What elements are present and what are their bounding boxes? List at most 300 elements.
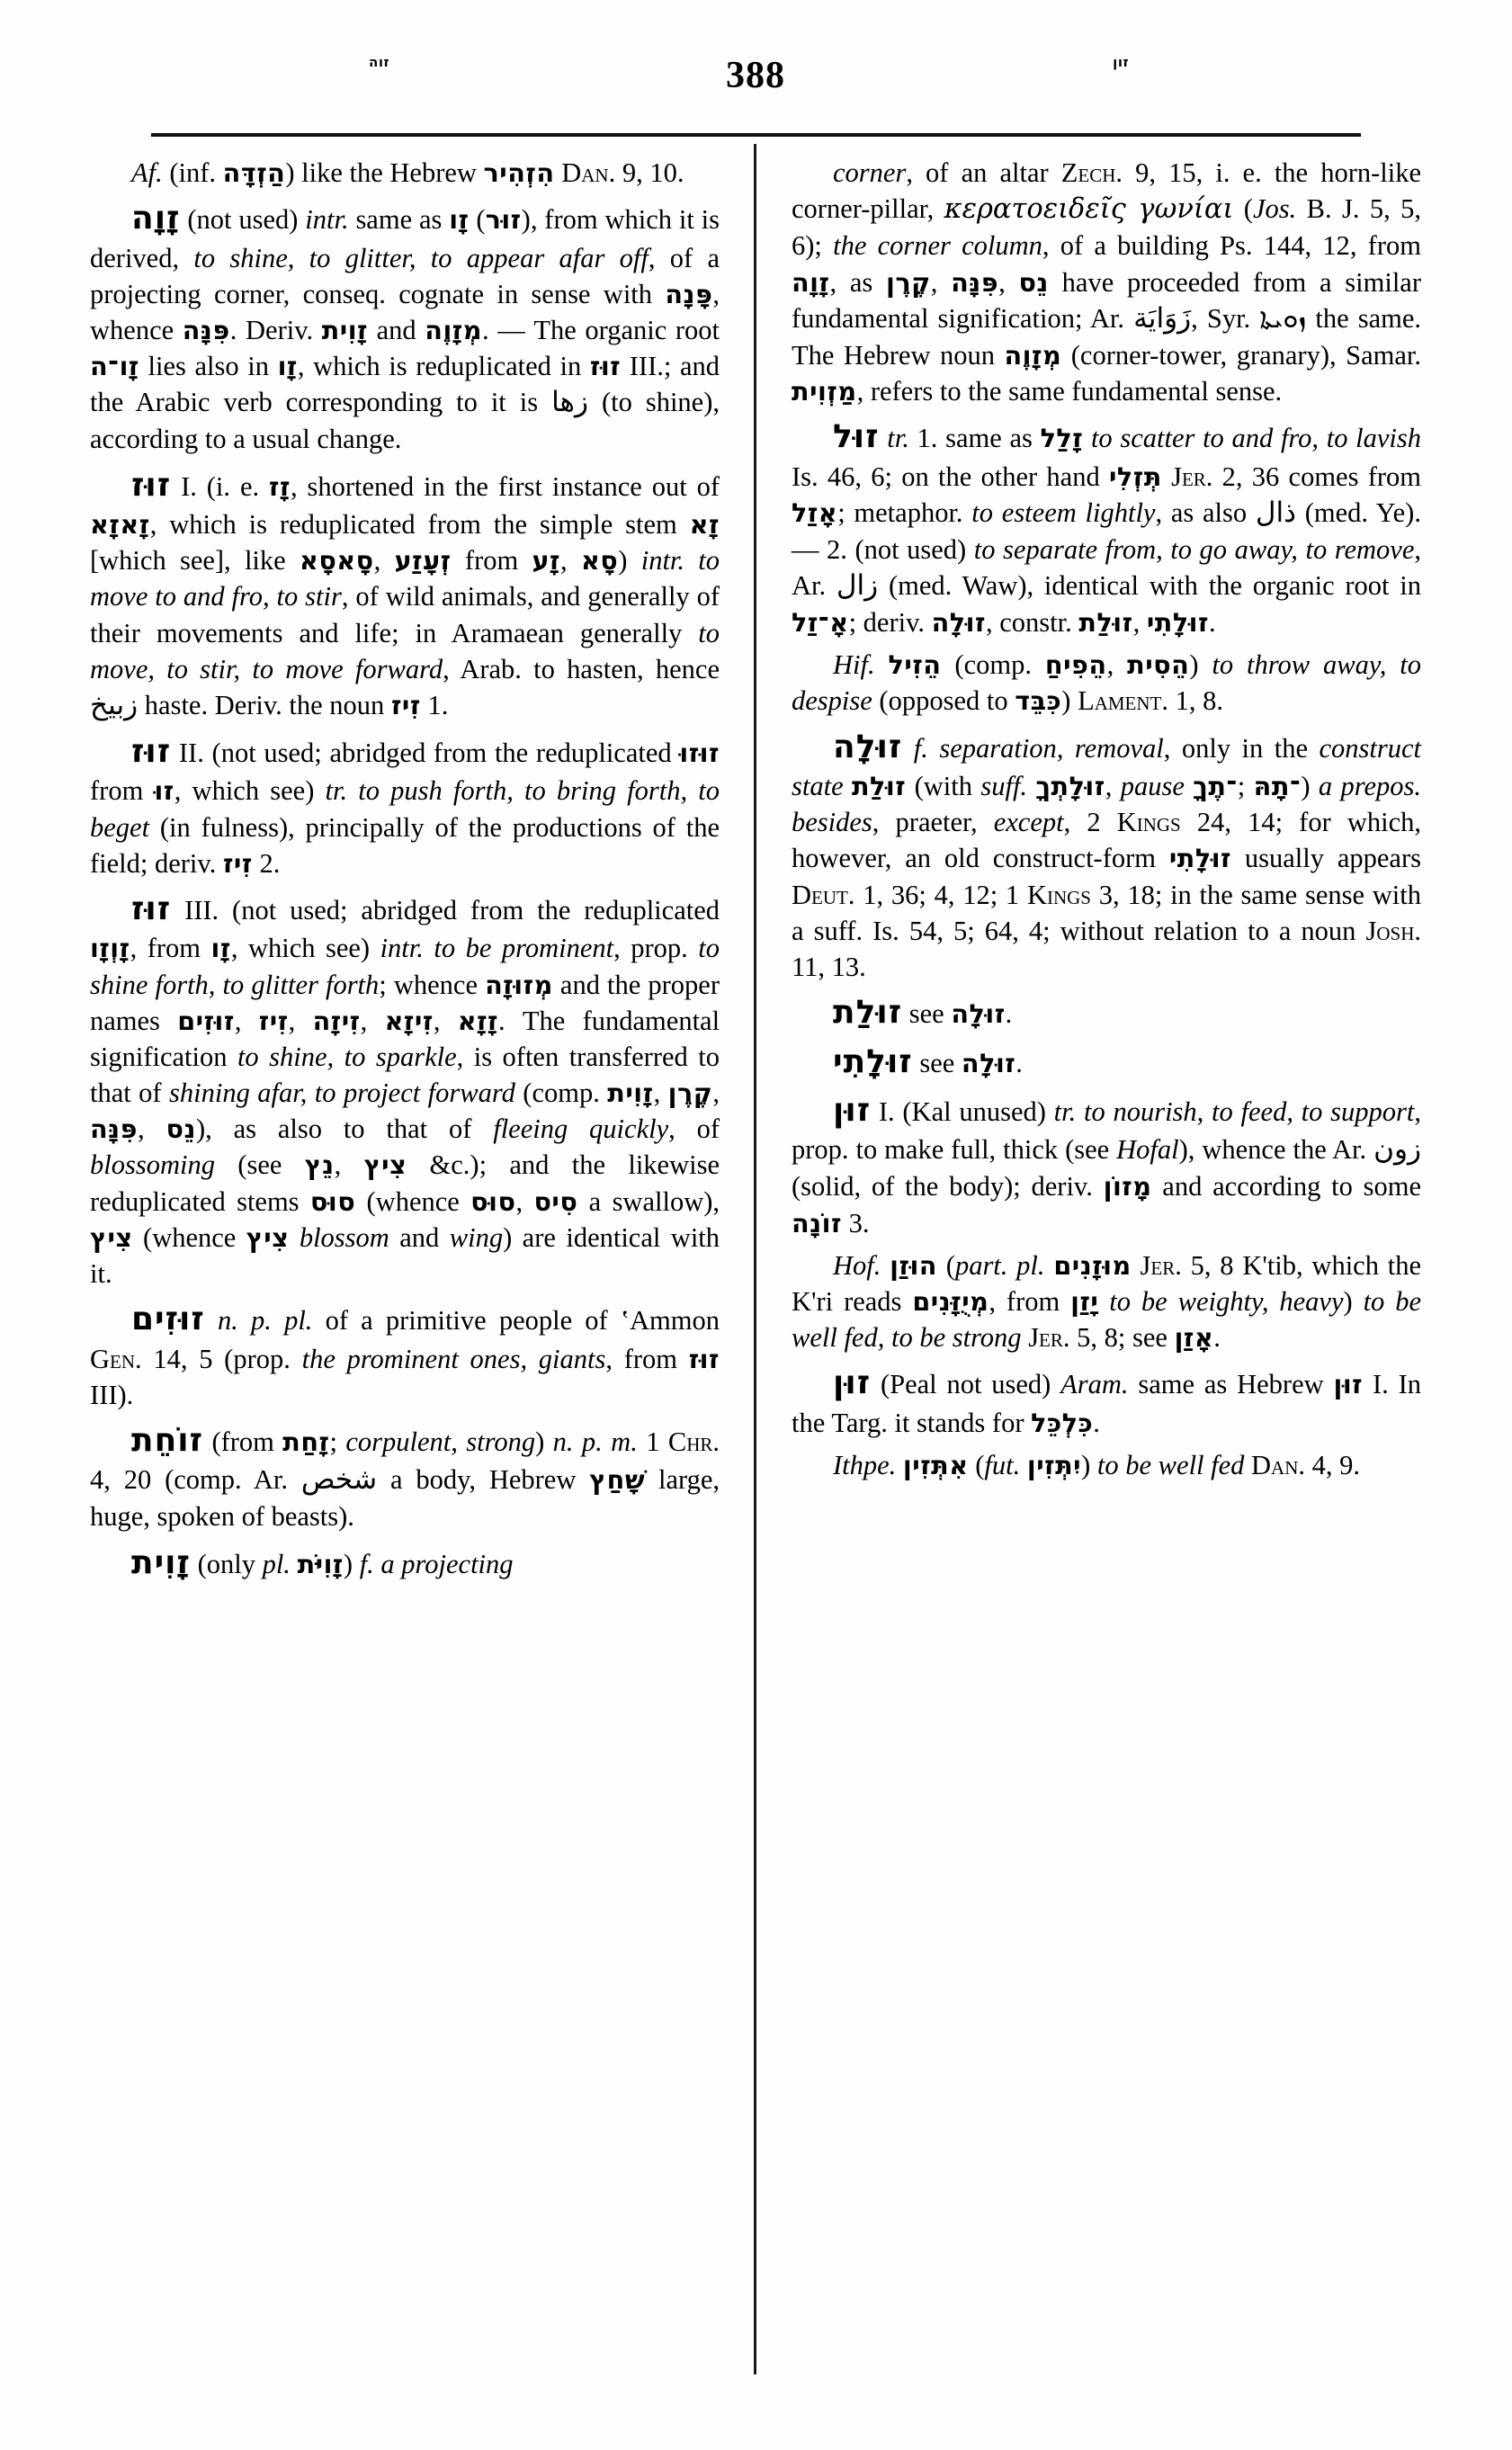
body-text: (corner-tower, granary), Samar. <box>1061 339 1421 371</box>
gloss-text: f. separation, removal <box>913 732 1164 764</box>
hebrew-term: מְזוּזָה <box>485 969 553 1000</box>
hebrew-term: זוּן <box>1333 1369 1364 1400</box>
hebrew-term: זָוָה <box>792 266 830 298</box>
body-text: 1 <box>637 1426 668 1457</box>
body-text: 3. <box>841 1207 870 1238</box>
hebrew-term: פָּנָה <box>665 278 713 309</box>
gloss-text: to shine, to glitter, to appear afar off <box>193 242 649 273</box>
gloss-text: tr. <box>887 423 909 454</box>
body-text: , whence <box>90 278 720 345</box>
body-text: a swallow), <box>577 1185 720 1217</box>
hebrew-term: זוֹנָה <box>792 1207 842 1238</box>
body-text: , from <box>605 1343 689 1374</box>
body-text: , <box>1132 607 1147 639</box>
scripture-reference: Jer. <box>1140 1249 1182 1281</box>
dictionary-entry <box>90 155 720 191</box>
body-text: ; whence <box>379 969 486 1000</box>
gloss-text: construct state <box>792 732 1422 802</box>
body-text: II. (not used; abridged from the reduplicated <box>171 737 680 768</box>
body-text: (only <box>190 1548 263 1579</box>
body-text <box>1045 1250 1054 1281</box>
left-column <box>90 155 720 1586</box>
body-text: ; <box>1237 771 1254 802</box>
hebrew-term: אָזַל <box>792 496 838 528</box>
body-text: , which is reduplicated from the simple stem <box>149 508 690 540</box>
body-text: . <box>1208 607 1216 639</box>
hebrew-term: זָוִית <box>321 314 369 345</box>
body-text: (comp. <box>514 1077 608 1109</box>
body-text: ( <box>1233 193 1253 225</box>
hebrew-term: פִּנָּה <box>951 266 999 298</box>
body-text: same as Hebrew <box>1128 1369 1334 1400</box>
hebrew-term: זוּלָה <box>961 1047 1016 1078</box>
body-text: , <box>560 545 581 577</box>
body-text: ) <box>1081 1450 1097 1481</box>
scripture-reference: Kings <box>1026 879 1091 910</box>
body-text <box>875 649 889 680</box>
body-text: . <box>1015 1047 1023 1078</box>
entry-headword: זוּל <box>833 418 880 456</box>
body-text: &c.); and the likewise reduplicated stems <box>90 1149 720 1217</box>
body-text: have proceeded from a similar fundamental signification; Ar. <box>792 266 1421 334</box>
hebrew-term: זְעָזַע <box>394 545 452 577</box>
scripture-reference: Dan. <box>554 157 616 188</box>
body-text: , <box>653 1077 668 1109</box>
hebrew-term: פִּנָּה <box>90 1113 139 1145</box>
hebrew-term: זָו <box>449 204 470 236</box>
body-text: (from <box>203 1426 283 1457</box>
dictionary-entry <box>792 416 1421 640</box>
hebrew-term: זָאזָא <box>90 508 150 540</box>
gloss-text: to scatter to and fro, to lavish <box>1090 423 1422 454</box>
gloss-text: suff. <box>980 771 1028 802</box>
gloss-text: Aram. <box>1060 1369 1129 1400</box>
body-text: ) <box>535 1426 553 1457</box>
body-text: , refers to the same fundamental sense. <box>856 376 1283 407</box>
body-text: [which see], like <box>90 545 300 577</box>
hebrew-term: זוּלָה <box>951 998 1006 1030</box>
header-rule <box>151 133 1361 137</box>
body-text: , <box>433 1005 458 1036</box>
body-text: 2, 36 comes from <box>1212 460 1422 492</box>
body-text: , Syr. <box>1191 302 1260 334</box>
dictionary-entry <box>90 730 720 881</box>
gloss-text: pause <box>1120 771 1185 802</box>
dictionary-entry <box>792 991 1421 1033</box>
gloss-text: a prepos. besides <box>792 771 1421 838</box>
gloss-text: to esteem lightly <box>971 496 1156 528</box>
body-text: , which is reduplicated in <box>297 351 590 382</box>
gloss-text: Hofal <box>1116 1134 1179 1166</box>
body-text: , <box>712 1077 720 1109</box>
body-text: same as <box>348 204 450 236</box>
hebrew-term: סִיס <box>533 1185 578 1217</box>
scripture-reference: Kings <box>1116 807 1181 838</box>
gloss-text: Hof. <box>833 1249 881 1281</box>
page-number: 388 <box>726 55 785 96</box>
body-text: , 2 <box>1063 807 1117 838</box>
body-text: and according to some <box>1151 1171 1421 1203</box>
scripture-reference: Chr. <box>667 1426 720 1457</box>
hebrew-term: זוּר <box>485 204 522 236</box>
body-text: ) <box>618 545 641 577</box>
hebrew-term: זוּזִים <box>177 1005 235 1036</box>
hebrew-term: זָוִית <box>607 1077 654 1109</box>
body-text: , of a building Ps. 144, 12, from <box>1042 230 1421 262</box>
body-text: usually appears <box>1231 843 1421 874</box>
hebrew-term: אִתְּזִין <box>902 1450 969 1481</box>
gloss-text: Hif. <box>833 649 875 681</box>
body-text: , is often transferred to that of <box>90 1041 720 1109</box>
arabic-term: زون <box>1373 1133 1421 1167</box>
body-text: , which see) <box>230 933 380 964</box>
entry-headword: זוּז <box>131 890 172 927</box>
scripture-reference: Dan. <box>1251 1450 1306 1481</box>
hebrew-term: זוּלָתִי <box>1168 843 1232 874</box>
gloss-text: corpulent, strong <box>345 1426 536 1457</box>
body-text: see <box>902 998 952 1030</box>
body-text: and <box>368 314 425 345</box>
gloss-text: to move, to stir, to move forward <box>90 617 720 684</box>
body-text: ; <box>329 1426 346 1457</box>
hebrew-term: זִיזָה <box>312 1005 361 1036</box>
hebrew-term: אָ־זַל <box>792 607 849 639</box>
arabic-term: شخص <box>300 1463 378 1497</box>
body-text: 9, 10. <box>615 157 684 188</box>
hebrew-term: זִיז <box>390 689 421 720</box>
scripture-reference: Lament. <box>1078 685 1168 717</box>
body-text: 14, 5 (prop. <box>141 1343 302 1374</box>
gloss-text: the corner column <box>833 230 1042 262</box>
gloss-text: pl. <box>262 1548 291 1579</box>
body-text <box>291 1549 298 1579</box>
body-text: . <box>1005 998 1013 1030</box>
body-text: of a primitive people of ʽAmmon <box>312 1305 720 1337</box>
hebrew-term: פִּנָּה <box>182 314 230 345</box>
gloss-text: Jos. <box>1252 193 1297 225</box>
running-head <box>108 54 1403 126</box>
scripture-reference: Gen. <box>90 1343 142 1374</box>
body-text: ) <box>1343 1286 1364 1318</box>
body-text: ) <box>343 1548 360 1579</box>
body-text: 24, 14; for which, however, an old construct-form <box>792 807 1421 874</box>
body-text <box>881 1250 890 1281</box>
body-text: , <box>360 1005 385 1036</box>
hebrew-term: הִזְהִיר <box>483 157 555 188</box>
gloss-text: to shine, to sparkle <box>237 1041 457 1072</box>
body-text: from <box>451 545 532 577</box>
body-text: 2. <box>252 847 281 879</box>
hebrew-term: זוּז <box>688 1343 720 1374</box>
arabic-term: زبيخ <box>90 688 139 721</box>
gloss-text: shining afar, to project forward <box>169 1077 515 1109</box>
hebrew-term: ־תֶךָ <box>1193 771 1238 802</box>
body-text <box>880 423 888 453</box>
body-text: (inf. <box>162 157 223 188</box>
hebrew-term: תְּזְלִי <box>1108 460 1162 492</box>
body-text: III.; and the Arabic verb corresponding to it is <box>90 351 720 418</box>
body-text: , from <box>130 933 211 964</box>
body-text: ; deriv. <box>848 607 932 639</box>
hebrew-term: הֵזִיל <box>888 649 942 681</box>
hebrew-term: מָזוֹן <box>1103 1171 1152 1203</box>
body-text: large, huge, spoken of beasts). <box>90 1464 720 1533</box>
gloss-text: fleeing quickly <box>493 1113 669 1145</box>
body-text <box>896 1450 903 1480</box>
body-text <box>1162 461 1171 492</box>
gloss-text: blossom <box>299 1221 389 1253</box>
hebrew-term: סָאסָא <box>299 545 374 577</box>
gloss-text: to be well fed <box>1096 1450 1245 1481</box>
dictionary-entry <box>792 1089 1421 1241</box>
hebrew-term: כִּלְכֵּל <box>1031 1407 1094 1438</box>
entry-headword: זָוִית <box>131 1543 191 1581</box>
body-text: 3, 18; in the same sense with a suff. Is. 54, 5; 64, 4; without relation to a noun <box>792 879 1421 946</box>
dictionary-entry <box>792 1447 1421 1483</box>
body-text: , <box>288 1005 313 1036</box>
body-text: (med. Waw), identical with the organic root in <box>878 570 1422 602</box>
hebrew-term: זוּלָתִי <box>1146 607 1209 639</box>
body-text: , of a projecting corner, conseq. cognate in sense with <box>90 242 720 309</box>
body-text: ), from which it is derived, <box>90 204 720 273</box>
hebrew-term: מוּזָנִים <box>1053 1249 1132 1281</box>
hebrew-term: זוּז <box>589 351 622 382</box>
entry-headword: זוּלַת <box>833 994 903 1032</box>
hebrew-term: נֵץ <box>304 1149 335 1181</box>
hebrew-term: מְזָוֶה <box>425 314 483 345</box>
body-text <box>1083 423 1091 453</box>
hebrew-term: זָו־ה <box>90 351 139 382</box>
dictionary-entry <box>90 1298 720 1413</box>
body-text <box>289 1222 299 1253</box>
hebrew-term: מַזְוִית <box>792 376 857 407</box>
hebrew-term: זָזָא <box>457 1005 499 1036</box>
body-text: ) <box>1061 685 1078 717</box>
body-text: (to shine), according to a usual change. <box>90 387 720 455</box>
hebrew-term: זָחַת <box>282 1426 330 1457</box>
body-text: , prop. <box>613 933 699 964</box>
body-text: haste. Deriv. the noun <box>138 689 391 720</box>
body-text: lies also in <box>139 351 278 382</box>
body-text: , of wild animals, and generally of their movements and life; in Aramaean generally <box>90 581 720 648</box>
body-text: , as also <box>1155 496 1256 528</box>
body-text <box>1020 1450 1027 1480</box>
arabic-term: زَوَايَة <box>1133 301 1192 335</box>
gloss-text: to separate from, to go away, to remove <box>973 533 1415 565</box>
body-text: (with <box>906 771 981 802</box>
hebrew-term: קֶרֶן <box>886 266 931 298</box>
body-text: , only in the <box>1163 732 1320 764</box>
hebrew-term: זִיז <box>258 1005 289 1036</box>
body-text: . The fundamental signification <box>90 1005 720 1072</box>
hebrew-term: נֵס <box>166 1113 196 1145</box>
body-text: 4, 9. <box>1305 1450 1361 1481</box>
body-text: I. (Kal unused) <box>871 1096 1054 1128</box>
dictionary-entry <box>792 726 1421 986</box>
hebrew-term: קֶרֶן <box>667 1077 713 1109</box>
body-text: . <box>1093 1407 1100 1438</box>
gloss-text: tr. to push forth, to bring forth, to beget <box>90 775 720 843</box>
hebrew-term: סוּס <box>470 1185 516 1217</box>
body-text: ( <box>937 1249 955 1281</box>
gloss-text: f. a projecting <box>359 1548 514 1579</box>
hebrew-term: כִּבֵּד <box>1015 685 1062 717</box>
body-text: ), as also to that of <box>195 1113 494 1145</box>
gloss-text: wing <box>449 1221 504 1253</box>
column-divider <box>754 144 756 2374</box>
hebrew-term: הֵפִיחַ <box>1044 649 1107 681</box>
body-text: (comp. <box>941 649 1045 681</box>
body-text: , <box>234 1005 259 1036</box>
body-text: . — The organic root <box>482 314 720 345</box>
hebrew-term: הוּזַן <box>890 1249 937 1281</box>
body-text: (in fulness), principally of the productions of the field; deriv. <box>90 811 720 879</box>
body-text: , <box>998 266 1019 298</box>
body-text: . <box>1213 1322 1221 1354</box>
gloss-text: blossoming <box>90 1149 215 1181</box>
dictionary-entry <box>90 1419 720 1535</box>
entry-headword: זוּלָתִי <box>833 1042 913 1080</box>
body-text: , of <box>668 1113 720 1145</box>
body-text: 1. same as <box>908 423 1041 454</box>
hebrew-term: צִיץ <box>90 1221 133 1253</box>
body-text: , Ar. <box>792 533 1421 602</box>
hebrew-term: זָלַל <box>1040 423 1084 454</box>
body-text: from <box>90 775 155 807</box>
body-text: ( <box>469 204 486 236</box>
gloss-text: intr. <box>305 204 349 236</box>
body-text <box>205 1305 218 1336</box>
hebrew-term: זָע <box>532 545 561 577</box>
body-text: , which see) <box>174 775 326 807</box>
syriac-term: ܙܘܝܬܐ <box>1259 302 1307 335</box>
gloss-text: n. p. m. <box>552 1426 638 1457</box>
gloss-text: n. p. pl. <box>218 1305 313 1337</box>
body-text <box>902 733 913 764</box>
body-text: (not used) <box>180 204 306 236</box>
scripture-reference: Jer. <box>1028 1322 1070 1354</box>
gloss-text: Af. <box>131 157 163 188</box>
scripture-reference: Deut. <box>792 879 855 910</box>
hebrew-term: זִיז <box>222 847 253 879</box>
entry-headword: זוּז <box>131 466 172 504</box>
body-text: III. (not used; abridged from the reduplicated <box>171 894 720 925</box>
gloss-text: corner <box>833 157 907 188</box>
body-text <box>1098 1286 1109 1317</box>
body-text: ) are identical with it. <box>90 1221 720 1289</box>
body-text <box>1132 1250 1141 1281</box>
body-text: , of an altar <box>906 157 1061 188</box>
running-head-right-hebrew: זון <box>1113 54 1129 70</box>
gloss-text: except <box>993 807 1064 838</box>
body-text: , <box>334 1149 364 1181</box>
body-text <box>1185 771 1193 801</box>
entry-headword: זוּן <box>833 1092 872 1130</box>
body-text: I. (i. e. <box>171 470 270 502</box>
gloss-text: intr. to move to and fro, to stir <box>90 545 720 612</box>
gloss-text: part. pl. <box>954 1249 1045 1281</box>
dictionary-entry <box>90 197 720 457</box>
hebrew-term: זִיזָא <box>384 1005 434 1036</box>
dictionary-entry <box>90 1542 720 1584</box>
body-text: , as <box>829 266 886 298</box>
gloss-text: to be weighty, heavy <box>1109 1286 1344 1318</box>
dictionary-entry <box>792 1041 1421 1083</box>
hebrew-term: זָא <box>689 508 720 540</box>
arabic-term: زال <box>836 569 879 603</box>
entry-headword: זוּז <box>131 732 172 770</box>
body-text: , <box>373 545 395 577</box>
scripture-reference: Zech. <box>1060 157 1123 188</box>
body-text: 1, 8. <box>1168 685 1223 717</box>
body-text: , <box>930 266 952 298</box>
hebrew-term: זָוִיֹּת <box>297 1548 344 1579</box>
body-text: ), whence the Ar. <box>1178 1134 1374 1166</box>
right-column <box>792 155 1421 1485</box>
hebrew-term: זוּלָה <box>931 607 986 639</box>
dictionary-entry <box>90 464 720 724</box>
hebrew-term: זוּלָתְךָ <box>1035 771 1105 802</box>
body-text: , Arab. to hasten, hence <box>443 653 720 684</box>
hebrew-term: זָו <box>277 351 298 382</box>
hebrew-term: יָזַן <box>1070 1286 1099 1318</box>
body-text: the same. The Hebrew noun <box>792 302 1421 371</box>
hebrew-term: צִיץ <box>246 1221 290 1253</box>
body-text: ) <box>1301 771 1319 802</box>
hebrew-term: סָא <box>580 545 619 577</box>
body-text: ( <box>968 1450 985 1481</box>
body-text: 5, 8; see <box>1069 1322 1175 1354</box>
body-text: , from <box>989 1286 1071 1318</box>
body-text: 1. <box>420 689 449 720</box>
running-head-left-hebrew: זוה <box>369 54 390 70</box>
arabic-term: زها <box>551 386 588 419</box>
body-text: 1, 36; 4, 12; 1 <box>854 879 1027 910</box>
hebrew-term: זוּלַת <box>1078 607 1133 639</box>
body-text: a body, Hebrew <box>377 1464 590 1496</box>
entry-headword: זוֹחֵת <box>131 1421 204 1459</box>
body-text: , shortened in the first instance out of <box>290 470 720 502</box>
body-text: I. In the Targ. it stands for <box>792 1369 1421 1438</box>
body-text: (med. Ye). — 2. (not used) <box>792 496 1421 565</box>
hebrew-term: ־תָהּ <box>1253 771 1302 802</box>
body-text: , <box>1106 649 1128 681</box>
body-text <box>844 771 852 801</box>
body-text: (whence <box>132 1221 246 1253</box>
body-text: , constr. <box>985 607 1079 639</box>
hebrew-term: סוּס <box>309 1185 356 1217</box>
body-text: III). <box>90 1379 134 1410</box>
gloss-text: intr. to be prominent <box>380 933 614 964</box>
body-text: , praeter, <box>872 807 994 838</box>
entry-headword: זוּן <box>833 1364 872 1402</box>
body-text: Is. 46, 6; on the other hand <box>792 460 1109 492</box>
hebrew-term: זוּזוּ <box>679 737 720 768</box>
body-text: (Peal not used) <box>871 1369 1061 1400</box>
hebrew-term: אָזַן <box>1174 1322 1214 1354</box>
body-text: 5, 8 K'tib, which the K'ri reads <box>792 1249 1422 1318</box>
gloss-text: to throw away, to despise <box>792 649 1422 717</box>
hebrew-term: זָוְזָו <box>90 933 130 964</box>
entry-headword: זוּלָה <box>833 728 903 765</box>
gloss-text: the prominent ones, giants <box>301 1343 606 1374</box>
gloss-text: Ithpe. <box>833 1450 897 1481</box>
body-text: see <box>912 1047 962 1078</box>
dictionary-entry <box>792 647 1421 719</box>
entry-headword: זוּזִים <box>131 1301 205 1338</box>
body-text: and the proper names <box>90 969 720 1036</box>
body-text: (whence <box>355 1185 471 1217</box>
